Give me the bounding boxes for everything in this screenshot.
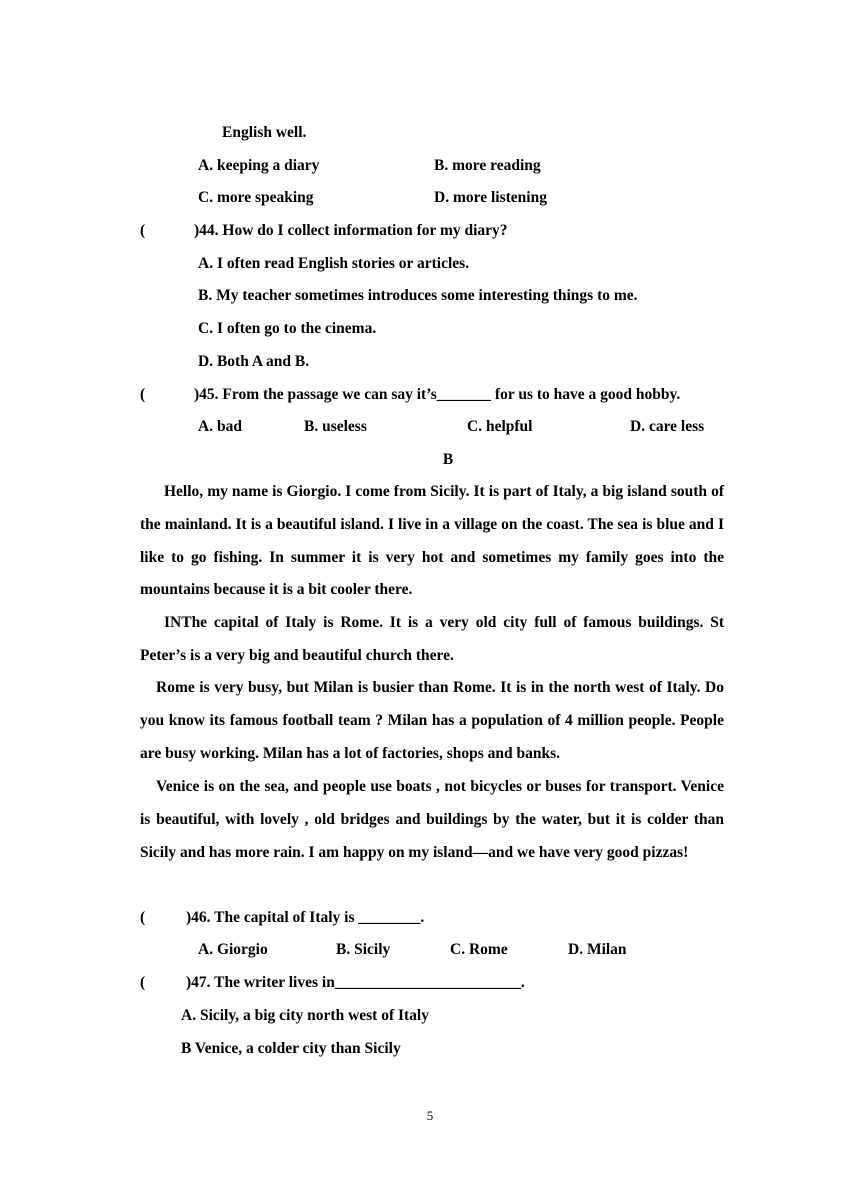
passage-paragraph-3: Rome is very busy, but Milan is busier than Rome. It is in the north west of Italy. Do you know its famous football team ? Milan has a population of 4 million people. People are busy working. Milan has a lot of factories, shops and banks.: [140, 679, 724, 762]
passage-paragraph-1: Hello, my name is Giorgio. I come from Sicily. It is part of Italy, a big island south of the mainland. It is a beautiful island. I live in a village on the coast. The sea is blue and I like to go fishing. In summer it is very hot and sometimes my family goes into the mountains because it is a bit cooler there.: [140, 483, 724, 599]
q45-option-b[interactable]: B. useless: [304, 418, 367, 435]
q45-option-c[interactable]: C. helpful: [467, 418, 533, 435]
q46-option-a[interactable]: A. Giorgio: [198, 941, 268, 958]
q46-option-d[interactable]: D. Milan: [568, 941, 627, 958]
q43-option-b[interactable]: B. more reading: [434, 157, 541, 174]
q44-option-b[interactable]: B. My teacher sometimes introduces some interesting things to me.: [198, 287, 638, 304]
q43-option-c[interactable]: C. more speaking: [198, 189, 314, 206]
q44-paren: (: [140, 222, 146, 239]
passage-paragraph-2: INThe capital of Italy is Rome. It is a very old city full of famous buildings. St Peter’s is a very big and beautiful church there.: [140, 614, 724, 664]
section-b-heading: B: [442, 451, 454, 468]
q45-stem: )45. From the passage we can say it’s_______ for us to have a good hobby.: [194, 386, 681, 403]
q47-paren: (: [140, 974, 146, 991]
q44-stem: )44. How do I collect information for my diary?: [194, 222, 508, 239]
page-number: 5: [426, 1108, 434, 1123]
q46-option-c[interactable]: C. Rome: [450, 941, 508, 958]
q46-stem: )46. The capital of Italy is ________.: [186, 909, 425, 926]
q46-option-b[interactable]: B. Sicily: [336, 941, 391, 958]
q47-option-b[interactable]: B Venice, a colder city than Sicily: [181, 1040, 401, 1057]
passage-paragraph-4: Venice is on the sea, and people use boats , not bicycles or buses for transport. Venice is beautiful, with lovely , old bridges and buildings by the water, but it is colder than Sicily and has more rain. I am happy on my island—and we have very good pizzas!: [140, 778, 724, 861]
q45-option-a[interactable]: A. bad: [198, 418, 242, 435]
q45-option-d[interactable]: D. care less: [630, 418, 705, 435]
q45-paren: (: [140, 386, 146, 403]
q44-option-d[interactable]: D. Both A and B.: [198, 353, 310, 370]
q47-stem: )47. The writer lives in________________________.: [186, 974, 525, 991]
q46-paren: (: [140, 909, 146, 926]
q44-option-a[interactable]: A. I often read English stories or articles.: [198, 255, 470, 272]
q43-option-a[interactable]: A. keeping a diary: [198, 157, 320, 174]
continued-line: English well.: [222, 124, 307, 141]
q43-option-d[interactable]: D. more listening: [434, 189, 547, 206]
q47-option-a[interactable]: A. Sicily, a big city north west of Italy: [181, 1007, 429, 1024]
q44-option-c[interactable]: C. I often go to the cinema.: [198, 320, 377, 337]
